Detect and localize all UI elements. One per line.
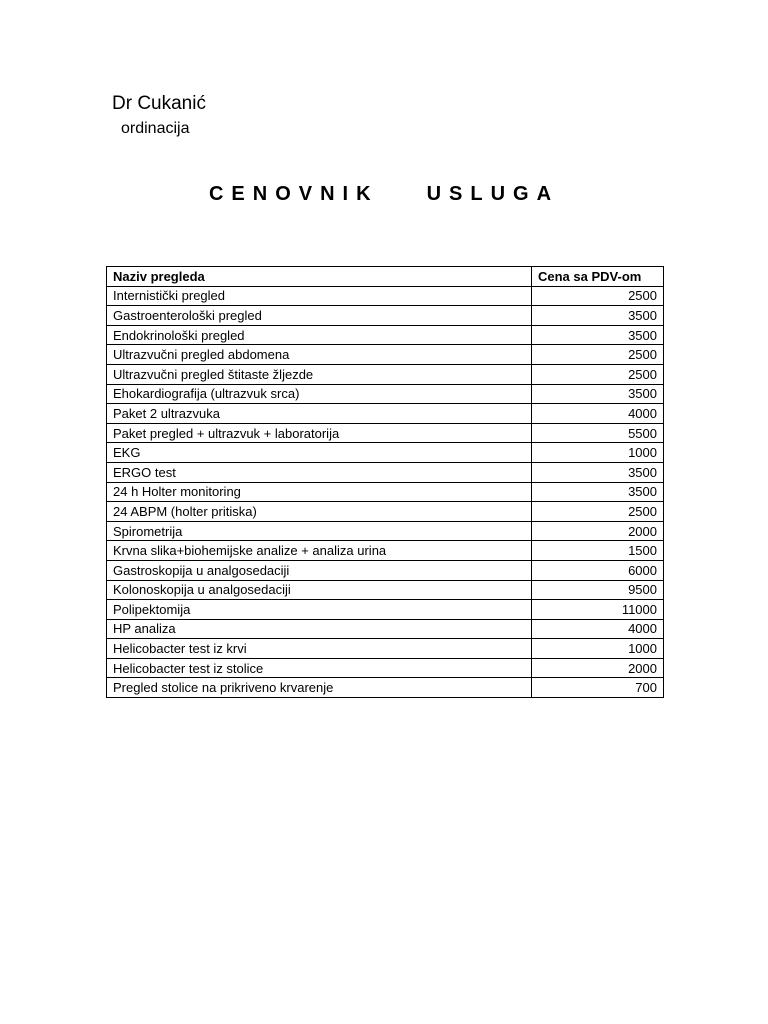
table-row [107, 404, 664, 424]
table-row [107, 580, 664, 600]
service-name-cell: Krvna slika+biohemijske analize + analiza urina [107, 541, 532, 561]
table-row [107, 306, 664, 326]
service-price-cell: 9500 [532, 580, 664, 600]
service-price-cell: 2500 [532, 364, 664, 384]
table-body [107, 286, 664, 697]
service-name-cell: Gastroskopija u analgosedaciji [107, 560, 532, 580]
service-name-cell: Helicobacter test iz krvi [107, 639, 532, 659]
service-name-cell: 24 ABPM (holter pritiska) [107, 502, 532, 522]
service-price-cell: 2500 [532, 502, 664, 522]
table-row [107, 345, 664, 365]
table-row [107, 600, 664, 620]
service-name-cell: Ultrazvučni pregled abdomena [107, 345, 532, 365]
table-row [107, 678, 664, 698]
table-row [107, 462, 664, 482]
service-price-cell: 5500 [532, 423, 664, 443]
table-row [107, 364, 664, 384]
service-name-cell: Paket 2 ultrazvuka [107, 404, 532, 424]
service-name-cell: Spirometrija [107, 521, 532, 541]
service-price-cell: 2000 [532, 521, 664, 541]
table-row [107, 423, 664, 443]
column-header-service: Naziv pregleda [107, 267, 532, 287]
service-name-cell: 24 h Holter monitoring [107, 482, 532, 502]
service-name-cell: HP analiza [107, 619, 532, 639]
page-title-word-1: CENOVNIK [208, 183, 379, 205]
service-price-cell: 3500 [532, 482, 664, 502]
table-row [107, 384, 664, 404]
table-row [107, 521, 664, 541]
service-name-cell: Paket pregled + ultrazvuk + laboratorija [107, 423, 532, 443]
service-name-cell: Gastroenterološki pregled [107, 306, 532, 326]
service-price-cell: 3500 [532, 325, 664, 345]
service-price-cell: 1000 [532, 443, 664, 463]
page-title [0, 181, 768, 207]
service-price-cell: 11000 [532, 600, 664, 620]
service-name-cell: Ultrazvučni pregled štitaste žljezde [107, 364, 532, 384]
service-price-cell: 3500 [532, 306, 664, 326]
table-row [107, 286, 664, 306]
service-price-cell: 6000 [532, 560, 664, 580]
page-title-word-2: USLUGA [426, 183, 560, 205]
service-name-cell: Internistički pregled [107, 286, 532, 306]
service-price-cell: 4000 [532, 404, 664, 424]
service-price-cell: 2500 [532, 345, 664, 365]
table-row [107, 639, 664, 659]
table-row [107, 658, 664, 678]
service-price-cell: 1000 [532, 639, 664, 659]
table-header-row [107, 267, 664, 287]
service-price-cell: 700 [532, 678, 664, 698]
service-name-cell: Endokrinološki pregled [107, 325, 532, 345]
column-header-price: Cena sa PDV-om [532, 267, 664, 287]
doctor-name: Dr Cukanić [112, 93, 206, 114]
table-row [107, 482, 664, 502]
service-name-cell: Pregled stolice na prikriveno krvarenje [107, 678, 532, 698]
table-row [107, 560, 664, 580]
table-row [107, 443, 664, 463]
table-row [107, 619, 664, 639]
service-name-cell: ERGO test [107, 462, 532, 482]
service-price-cell: 2500 [532, 286, 664, 306]
service-price-cell: 4000 [532, 619, 664, 639]
table-row [107, 541, 664, 561]
service-name-cell: Helicobacter test iz stolice [107, 658, 532, 678]
table-row [107, 325, 664, 345]
price-table [106, 266, 664, 698]
service-price-cell: 2000 [532, 658, 664, 678]
table-row [107, 502, 664, 522]
service-price-cell: 3500 [532, 462, 664, 482]
service-price-cell: 3500 [532, 384, 664, 404]
service-name-cell: Kolonoskopija u analgosedaciji [107, 580, 532, 600]
clinic-label: ordinacija [121, 120, 190, 137]
service-name-cell: EKG [107, 443, 532, 463]
service-price-cell: 1500 [532, 541, 664, 561]
service-name-cell: Ehokardiografija (ultrazvuk srca) [107, 384, 532, 404]
service-name-cell: Polipektomija [107, 600, 532, 620]
